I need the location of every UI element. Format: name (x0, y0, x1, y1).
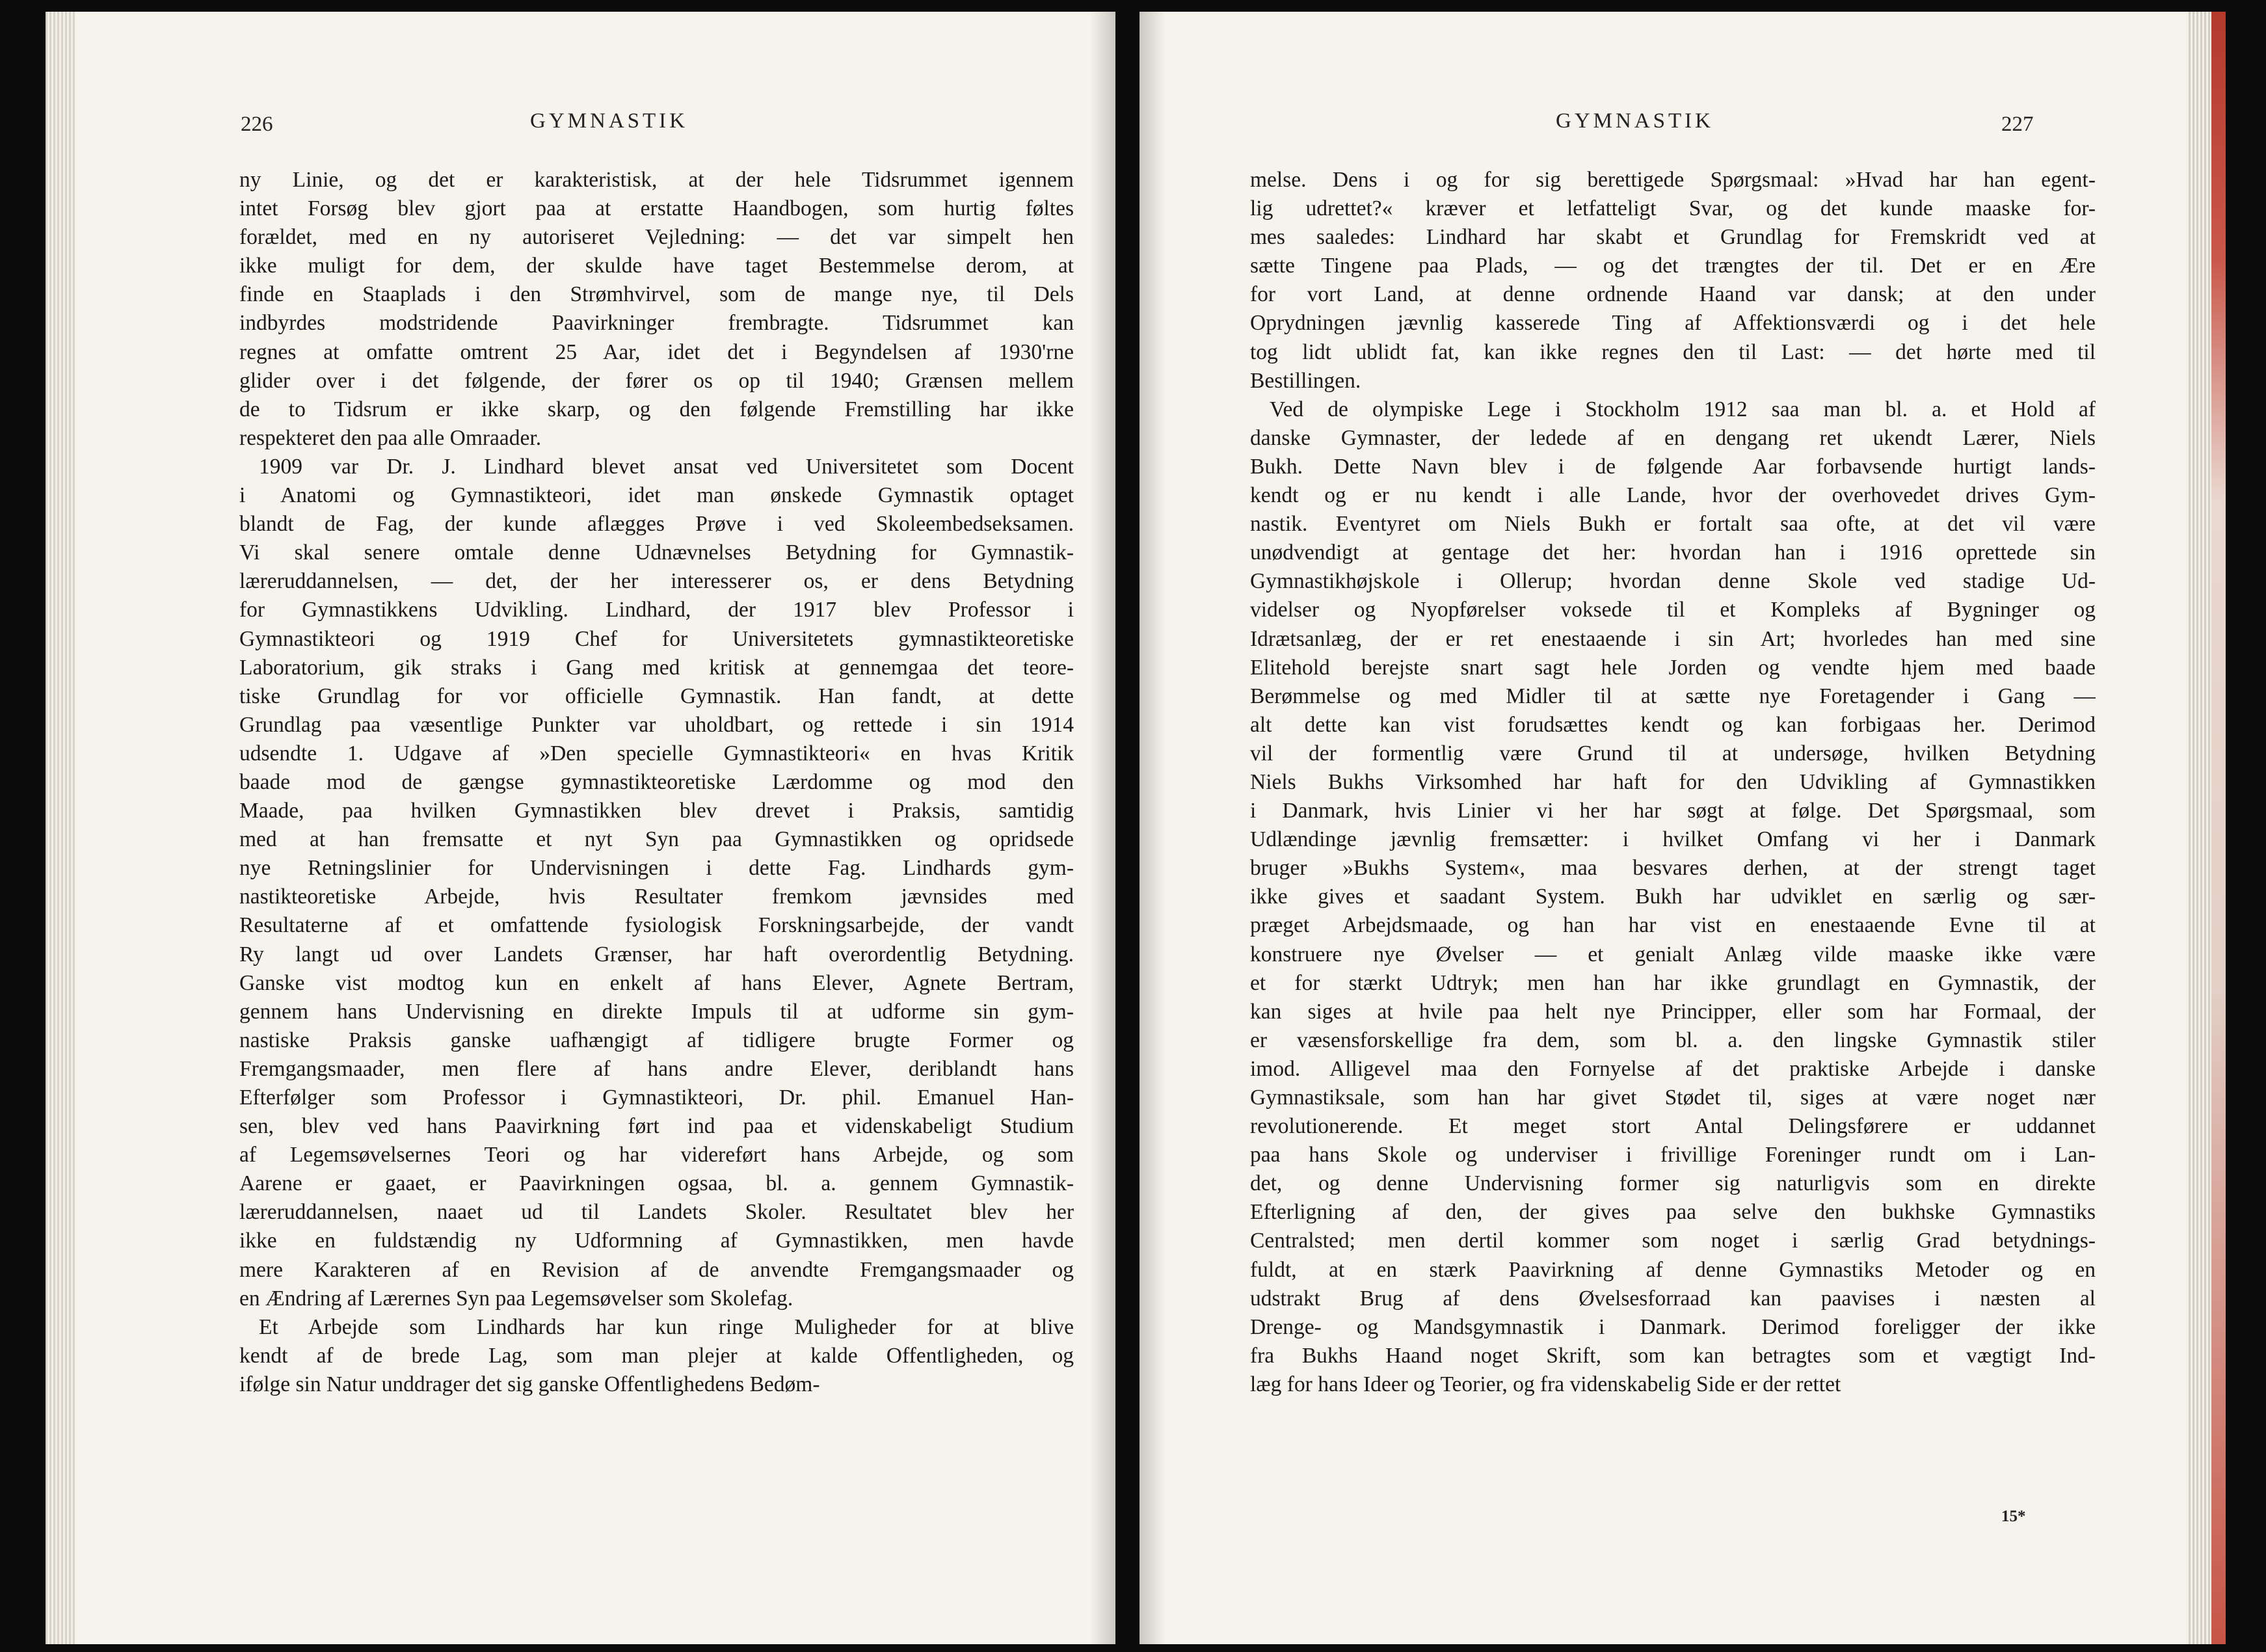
page-edges (46, 12, 75, 1644)
text-line: Oprydningen jævnlig kasserede Ting af Affektionsværdi og i det hele (1250, 311, 2096, 336)
text-line: det, og denne Undervisning former sig naturligvis som en direkte (1250, 1171, 2096, 1196)
text-line: i Anatomi og Gymnastikteori, idet man ønskede Gymnastik optaget (239, 483, 1074, 508)
text-line: Et Arbejde som Lindhards har kun ringe Muligheder for at blive (259, 1314, 1074, 1339)
text-line: nastiske Praksis ganske uafhængigt af tidligere brugte Former og (239, 1028, 1074, 1052)
text-line: intet Forsøg blev gjort paa at erstatte Haandbogen, som hurtig føltes (239, 196, 1074, 221)
gutter-shadow (1140, 12, 1166, 1644)
text-line: Ganske vist modtog kun en enkelt af hans Elever, Agnete Bertram, (239, 970, 1074, 995)
page-number: 226 (241, 113, 273, 136)
text-line: Berømmelse og med Midler til at sætte nye Foretagender i Gang — (1250, 684, 2096, 708)
text-line: imod. Alligevel maa den Fornyelse af det praktiske Arbejde i danske (1250, 1056, 2096, 1081)
right-page (1140, 12, 2226, 1644)
text-line: gennem hans Undervisning en direkte Impuls til at udforme sin gym- (239, 999, 1074, 1024)
text-line: Ved de olympiske Lege i Stockholm 1912 saa man bl. a. et Hold af (1270, 397, 2096, 421)
text-line: Idrætsanlæg, der er ret enestaaende i sin Art; hvorledes han med sine (1250, 626, 2096, 651)
text-line: ikke en fuldstændig ny Udformning af Gymnastikken, men havde (239, 1229, 1074, 1253)
text-line: baade mod de gængse gymnastikteoretiske Lærdomme og mod den (239, 769, 1074, 794)
text-line: præget Arbejdsmaade, og han har vist en enestaaende Evne til at (1250, 913, 2096, 938)
text-line: kendt og er nu kendt i alle Lande, hvor der overhovedet drives Gym- (1250, 483, 2096, 508)
text-line: nastik. Eventyret om Niels Bukh er fortalt saa ofte, at det vil være (1250, 512, 2096, 537)
signature-mark: 15* (2001, 1508, 2026, 1525)
text-line: læreruddannelsen, naaet ud til Landets Skoler. Resultatet blev her (239, 1200, 1074, 1225)
running-head: GYMNASTIK (1556, 109, 1714, 133)
gutter-shadow (1089, 12, 1115, 1644)
text-line: Efterfølger som Professor i Gymnastikteori, Dr. phil. Emanuel Han- (239, 1086, 1074, 1110)
text-line: mes saaledes: Lindhard har skabt et Grundlag for Fremskridt ved at (1250, 225, 2096, 250)
text-line: blandt de Fag, der kunde aflægges Prøve i ved Skoleembedseksamen. (239, 512, 1074, 537)
body-text (239, 166, 1074, 1399)
text-line: udstrakt Brug af dens Øvelsesforraad kan paavises i næsten al (1250, 1286, 2096, 1311)
text-line: 1909 var Dr. J. Lindhard blevet ansat ved Universitetet som Docent (259, 454, 1074, 479)
text-line: er væsensforskellige fra dem, som bl. a. den lingske Gymnastik stiler (1250, 1028, 2096, 1052)
text-line: en Ændring af Lærernes Syn paa Legemsøvelser som Skolefag. (239, 1286, 793, 1311)
page-edges (2187, 12, 2226, 1644)
text-line: nastikteoretiske Arbejde, hvis Resultater fremkom jævnsides med (239, 885, 1074, 909)
text-line: Resultaterne af et omfattende fysiologisk Forskningsarbejde, der vandt (239, 913, 1074, 938)
text-line: tog lidt ublidt fat, kan ikke regnes den til Last: — det hørte med til (1250, 340, 2096, 364)
text-line: Efterligning af den, der gives paa selve den bukhske Gymnastiks (1250, 1200, 2096, 1225)
text-line: tiske Grundlag for vor officielle Gymnastik. Han fandt, at dette (239, 684, 1074, 708)
text-line: kan siges at hvile paa helt nye Principper, eller som har Formaal, der (1250, 999, 2096, 1024)
text-line: for vort Land, at denne ordnende Haand var dansk; at den under (1250, 282, 2096, 307)
text-line: glider over i det følgende, der fører os op til 1940; Grænsen mellem (239, 368, 1074, 393)
page-number: 227 (2001, 113, 2034, 136)
text-line: Bukh. Dette Navn blev i de følgende Aar forbavsende hurtigt lands- (1250, 454, 2096, 479)
text-line: konstruere nye Øvelser — et genialt Anlæg vilde maaske ikke være (1250, 942, 2096, 966)
text-line: et for stærkt Udtryk; men han har ikke grundlagt en Gymnastik, der (1250, 970, 2096, 995)
text-line: kendt af de brede Lag, som man plejer at kalde Offentligheden, og (239, 1343, 1074, 1368)
text-line: ikke gives et saadant System. Bukh har udviklet en særlig og sær- (1250, 885, 2096, 909)
text-line: regnes at omfatte omtrent 25 Aar, idet det i Begyndelsen af 1930'rne (239, 340, 1074, 364)
text-line: fra Bukhs Haand noget Skrift, som kan betragtes som et vægtigt Ind- (1250, 1343, 2096, 1368)
text-line: Laboratorium, gik straks i Gang med kritisk at gennemgaa det teore- (239, 655, 1074, 680)
text-line: læg for hans Ideer og Teorier, og fra videnskabelig Side er der rettet (1250, 1372, 1841, 1396)
text-line: finde en Staaplads i den Strømhvirvel, som de mange nye, til Dels (239, 282, 1074, 307)
text-line: forældet, med en ny autoriseret Vejledning: — det var simpelt hen (239, 225, 1074, 250)
text-line: Fremgangsmaader, men flere af hans andre Elever, deriblandt hans (239, 1056, 1074, 1081)
text-line: indbyrdes modstridende Paavirkninger frembragte. Tidsrummet kan (239, 311, 1074, 336)
text-line: unødvendigt at gentage det her: hvordan han i 1916 oprettede sin (1250, 540, 2096, 565)
text-line: danske Gymnaster, der ledede af en dengang ret ukendt Lærer, Niels (1250, 425, 2096, 450)
text-line: ikke muligt for dem, der skulde have taget Bestemmelse derom, at (239, 254, 1074, 278)
body-text (1250, 166, 2096, 1399)
text-line: Maade, paa hvilken Gymnastikken blev drevet i Praksis, samtidig (239, 799, 1074, 823)
text-line: Udlændinge jævnlig fremsætter: i hvilket Omfang vi her i Danmark (1250, 827, 2096, 852)
text-line: bruger »Bukhs System«, maa besvares derhen, at der strengt taget (1250, 856, 2096, 881)
text-line: udsendte 1. Udgave af »Den specielle Gymnastikteori« en hvas Kritik (239, 741, 1074, 766)
text-line: sen, blev ved hans Paavirkning ført ind paa et videnskabeligt Studium (239, 1114, 1074, 1139)
text-line: Aarene er gaaet, er Paavirkningen ogsaa, bl. a. gennem Gymnastik- (239, 1171, 1074, 1196)
text-line: respekteret den paa alle Omraader. (239, 425, 542, 450)
text-line: Niels Bukhs Virksomhed har haft for den Udvikling af Gymnastikken (1250, 769, 2096, 794)
text-line: Grundlag paa væsentlige Punkter var uholdbart, og rettede i sin 1914 (239, 712, 1074, 737)
text-line: Bestillingen. (1250, 368, 1361, 393)
text-line: Centralsted; men dertil kommer som noget i særlig Grad betydnings- (1250, 1229, 2096, 1253)
text-line: af Legemsøvelsernes Teori og har videreført hans Arbejde, og som (239, 1143, 1074, 1167)
text-line: de to Tidsrum er ikke skarp, og den følgende Fremstilling har ikke (239, 397, 1074, 421)
text-line: Elitehold berejste snart sagt hele Jorden og vendte hjem med baade (1250, 655, 2096, 680)
text-line: paa hans Skole og underviser i frivillige Foreninger rundt om i Lan- (1250, 1143, 2096, 1167)
text-line: sætte Tingene paa Plads, — og det trængtes der til. Det er en Ære (1250, 254, 2096, 278)
text-line: ifølge sin Natur unddrager det sig ganske Offentlighedens Bedøm- (239, 1372, 820, 1396)
text-line: læreruddannelsen, — det, der her interesserer os, er dens Betydning (239, 569, 1074, 594)
text-line: ny Linie, og det er karakteristisk, at der hele Tidsrummet igennem (239, 168, 1074, 192)
text-line: revolutionerende. Et meget stort Antal Delingsførere er uddannet (1250, 1114, 2096, 1139)
text-line: fuldt, at en stærk Paavirkning af denne Gymnastiks Metoder og en (1250, 1257, 2096, 1282)
text-line: videlser og Nyopførelser voksede til et Kompleks af Bygninger og (1250, 598, 2096, 622)
text-line: vil der formentlig være Grund til at undersøge, hvilken Betydning (1250, 741, 2096, 766)
text-line: lig udrettet?« kræver et letfatteligt Svar, og det kunde maaske for- (1250, 196, 2096, 221)
text-line: Drenge- og Mandsgymnastik i Danmark. Derimod foreligger der ikke (1250, 1314, 2096, 1339)
text-line: nye Retningslinier for Undervisningen i dette Fag. Lindhards gym- (239, 856, 1074, 881)
text-line: Gymnastikteori og 1919 Chef for Universitetets gymnastikteoretiske (239, 626, 1074, 651)
running-head: GYMNASTIK (530, 109, 688, 133)
text-line: Gymnastikhøjskole i Ollerup; hvordan denne Skole ved stadige Ud- (1250, 569, 2096, 594)
text-line: mere Karakteren af en Revision af de anvendte Fremgangsmaader og (239, 1257, 1074, 1282)
text-line: med at han fremsatte et nyt Syn paa Gymnastikken og opridsede (239, 827, 1074, 852)
text-line: Ry langt ud over Landets Grænser, har haft overordentlig Betydning. (239, 942, 1074, 966)
left-page (46, 12, 1115, 1644)
text-line: for Gymnastikkens Udvikling. Lindhard, der 1917 blev Professor i (239, 598, 1074, 622)
text-line: Gymnastiksale, som han har givet Stødet til, siges at være noget nær (1250, 1086, 2096, 1110)
text-line: alt dette kan vist forudsættes kendt og kan forbigaas her. Derimod (1250, 712, 2096, 737)
text-line: i Danmark, hvis Linier vi her har søgt at følge. Det Spørgsmaal, som (1250, 799, 2096, 823)
text-line: Vi skal senere omtale denne Udnævnelses Betydning for Gymnastik- (239, 540, 1074, 565)
text-line: melse. Dens i og for sig berettigede Spørgsmaal: »Hvad har han egent- (1250, 168, 2096, 192)
